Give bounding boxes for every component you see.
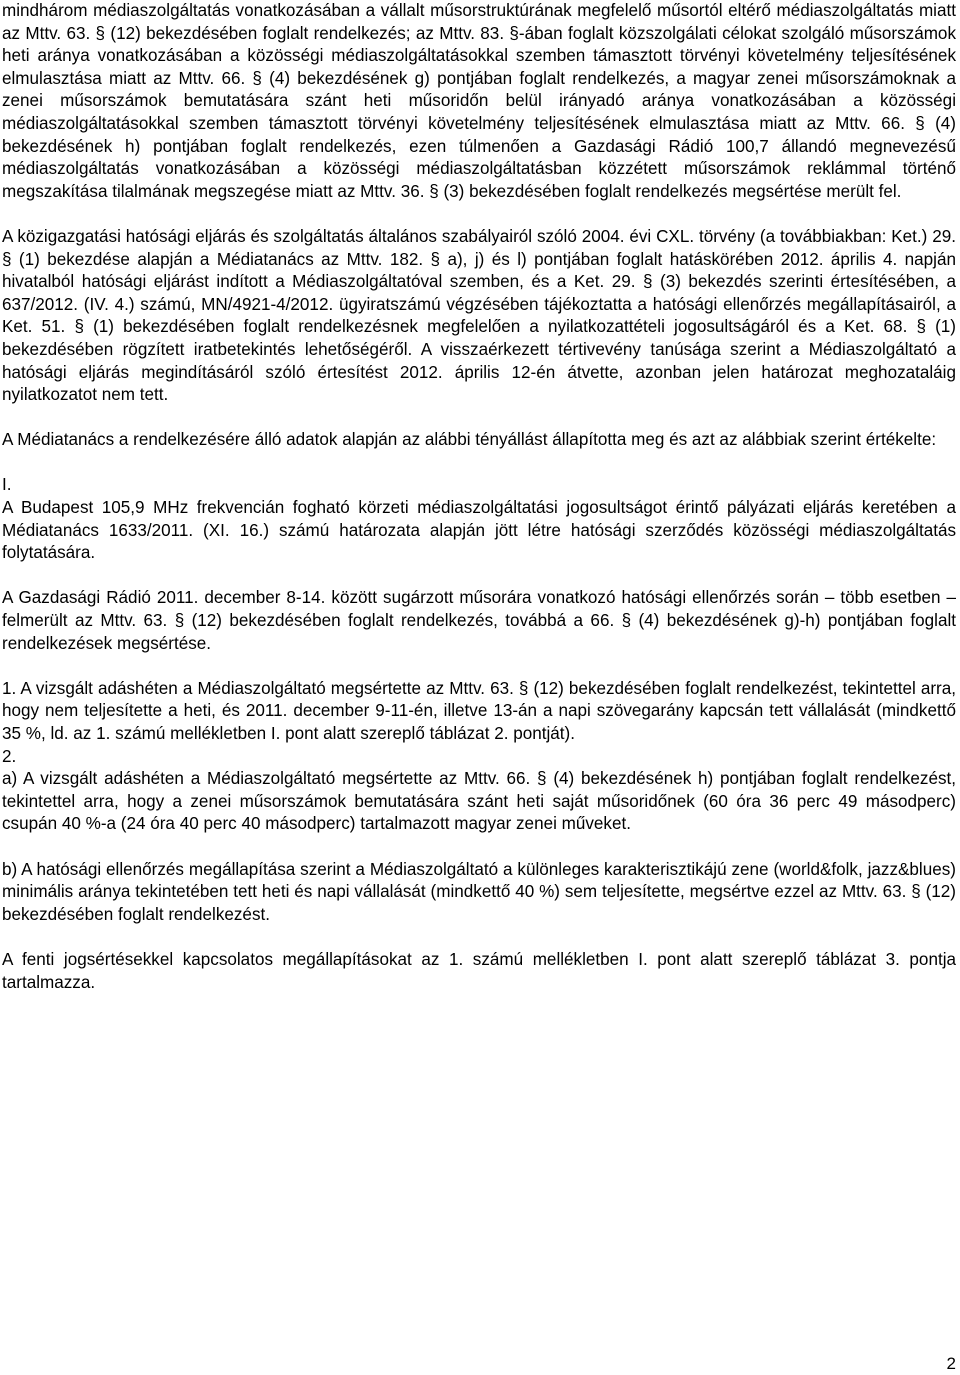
paragraph-violations-summary: mindhárom médiaszolgáltatás vonatkozásában a vállalt műsorstruktúrának megfelelő műsortól eltérő médiaszolgáltatás miatt az Mttv. 63. § (12) bekezdésében foglalt rendelkezés; az Mttv. 83. §-ában foglalt közszolgálati célokat szolgáló műsorszámok heti aránya vonatkozásában a közösségi médiaszolgáltatásokkal szemben támasztott törvényi követelmény teljesítésének elmulasztása miatt az Mttv. 66. § (4) bekezdésének g) pontjában foglalt rendelkezés, a magyar zenei műsorszámoknak a zenei műsorszámok bemutatására szánt heti műsoridőn belül irányadó aránya vonatkozásában a közösségi médiaszolgáltatásokkal szemben támasztott törvényi követelmény teljesítésének elmulasztása miatt az Mttv. 66. § (4) bekezdésének h) pontjában foglalt rendelkezés, ezen túlmenően a Gazdasági Rádió 100,7 állandó megnevezésű médiaszolgáltatás vonatkozásában a közösségi médiaszolgáltatásban közzétett műsorszámok reklámmal történő megszakítása tilalmának megszegése miatt az Mttv. 36. § (3) bekezdésében foglalt rendelkezés megsértése merült fel. bbox=[2, 1, 956, 201]
paragraph-inspection: A Gazdasági Rádió 2011. december 8-14. között sugárzott műsorára vonatkozó hatósági ellenőrzés során – több esetben – felmerült az Mttv. 63. § (12) bekezdésében foglalt rendelkezés, továbbá a 66. § (4) bekezdésének g)-h) pontjában foglalt rendelkezések megsértése. bbox=[2, 588, 956, 653]
document-page bbox=[2, 0, 956, 994]
paragraph-gap bbox=[2, 407, 956, 430]
page-number: 2 bbox=[946, 1354, 956, 1373]
paragraph-gap bbox=[2, 565, 956, 588]
paragraph-gap bbox=[2, 203, 956, 226]
section-heading-I: I. bbox=[2, 475, 12, 495]
paragraph-procedure: A közigazgatási hatósági eljárás és szolgáltatás általános szabályairól szóló 2004. évi CXL. törvény (a továbbiakban: Ket.) 29. § (1) bekezdése alapján a Médiatanács az Mttv. 182. § a), j) és l) pontjában foglalt hatáskörében 2012. április 4. napján hivatalból hatósági eljárást indított a Médiaszolgáltatóval szemben, és a Ket. 29. § (3) bekezdés szerinti értesítésében, a 637/2012. (IV. 4.) számú, MN/4921-4/2012. ügyiratszámú végzésében tájékoztatta a hatósági ellenőrzés megállapításairól, a Ket. 51. § (1) bekezdésében foglalt rendelkezésnek megfelelően a nyilatkozattételi jogosultságáról és a Ket. 68. § (1) bekezdésében rögzített iratbetekintés lehetőségéről. A visszaérkezett tértivevény tanúsága szerint a Médiaszolgáltató a hatósági eljárás megindításáról szóló értesítést 2012. április 12-én átvette, azonban jelen határozat meghozataláig nyilatkozatot nem tett. bbox=[2, 226, 956, 405]
paragraph-point-2a: a) A vizsgált adáshéten a Médiaszolgáltató megsértette az Mttv. 66. § (4) bekezdésének h) pontjában foglalt rendelkezést, tekintettel arra, hogy a zenei műsorszámok bemutatására szánt heti saját műsoridőnek (60 óra 36 perc 49 másodperc) csupán 40 %-a (24 óra 40 perc 40 másodperc) tartalmazott magyar zenei műveket. bbox=[2, 769, 956, 834]
paragraph-gap bbox=[2, 452, 956, 475]
paragraph-findings-intro: A Médiatanács a rendelkezésére álló adatok alapján az alábbi tényállást állapította meg és azt az alábbiak szerint értékelte: bbox=[2, 430, 937, 450]
paragraph-point-2b: b) A hatósági ellenőrzés megállapítása szerint a Médiaszolgáltató a különleges karakterisztikájú zene (world&folk, jazz&blues) minimális aránya tekintetében tett heti és napi vállalását (mindkettő 40 %) sem teljesítette, megsértve ezzel az Mttv. 63. § (12) bekezdésében foglalt rendelkezést. bbox=[2, 859, 956, 924]
heading-point-2: 2. bbox=[2, 746, 17, 766]
paragraph-gap bbox=[2, 926, 956, 949]
paragraph-point-1: 1. A vizsgált adáshéten a Médiaszolgáltató megsértette az Mttv. 63. § (12) bekezdésében foglalt rendelkezést, tekintettel arra, hogy nem teljesítette a heti, és 2011. december 9-11-én, illetve 13-án a napi szövegarány kapcsán tett vállalását (mindkettő 35 %, ld. az 1. számú mellékletben I. pont alatt szereplő táblázat 2. pontját). bbox=[2, 678, 956, 743]
paragraph-annex-reference: A fenti jogsértésekkel kapcsolatos megállapításokat az 1. számú mellékletben I. pont alatt szereplő táblázat 3. pontja tartalmazza. bbox=[2, 949, 956, 992]
paragraph-gap bbox=[2, 836, 956, 859]
paragraph-gap bbox=[2, 655, 956, 678]
paragraph-contract: A Budapest 105,9 MHz frekvencián fogható körzeti médiaszolgáltatási jogosultságot érintő pályázati eljárás keretében a Médiatanács 1633/2011. (XI. 16.) számú határozata alapján jött létre hatósági szerződés közösségi médiaszolgáltatás folytatására. bbox=[2, 498, 956, 563]
